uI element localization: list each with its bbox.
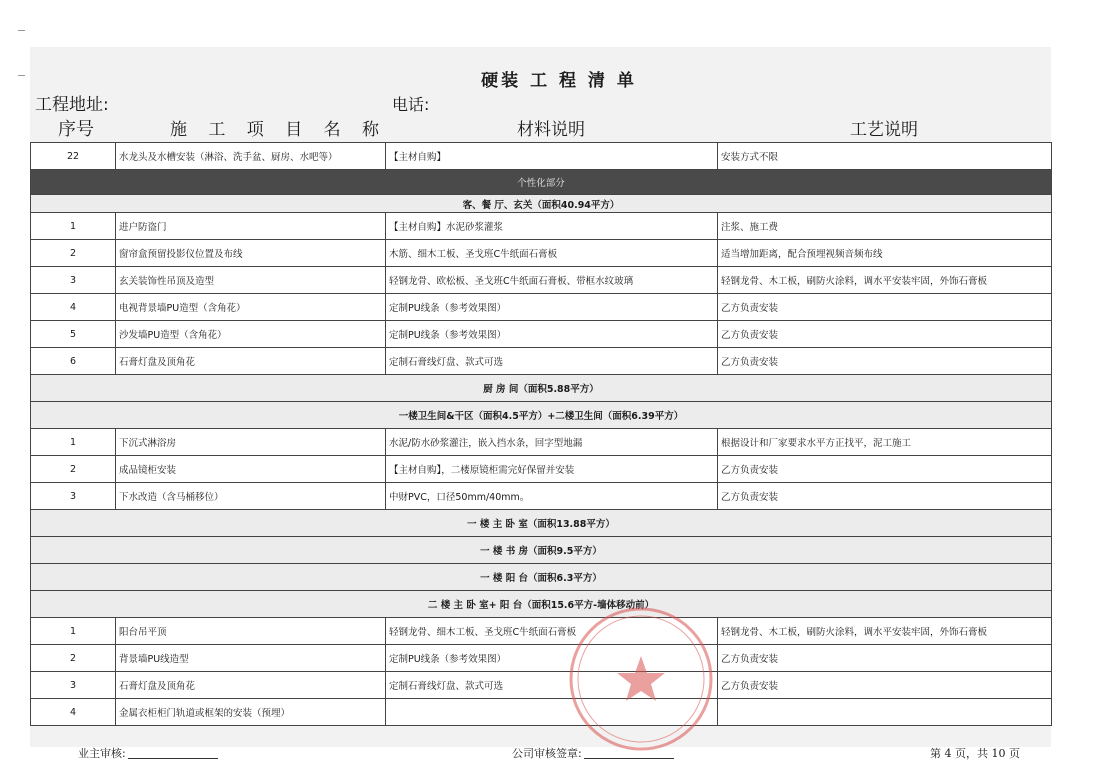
- column-header-material: 材料说明: [517, 120, 585, 140]
- section-master-bedroom-2f: 二 楼 主 卧 室+ 阳 台（面积15.6平方-墙体移动前）: [31, 591, 1052, 618]
- row-process: 根据设计和厂家要求水平方正找平，泥工施工: [718, 429, 1052, 456]
- personal-section-label: 个性化部分: [31, 170, 1052, 195]
- document-title: 硬装 工 程 清 单: [481, 71, 637, 91]
- row-seq: 2: [31, 240, 116, 267]
- row-name: 背景墙PU线造型: [116, 645, 386, 672]
- row-material: 定制PU线条（参考效果图）: [386, 294, 718, 321]
- row-process: 乙方负责安装: [718, 672, 1052, 699]
- row-process: 轻钢龙骨、木工板，刷防火涂料，调水平安装牢固，外饰石膏板: [718, 267, 1052, 294]
- row-name: 电视背景墙PU造型（含角花）: [116, 294, 386, 321]
- table-row: [31, 456, 1052, 483]
- row-process: 适当增加距离，配合预埋视频音频布线: [718, 240, 1052, 267]
- row-name: 石膏灯盘及顶角花: [116, 672, 386, 699]
- section-header: [31, 402, 1052, 429]
- page-number: 第 4 页，共 10 页: [930, 747, 1020, 760]
- row-name: 沙发墙PU造型（含角花）: [116, 321, 386, 348]
- row-material: 中财PVC，口径50mm/40mm。: [386, 483, 718, 510]
- row-material: 定制石膏线灯盘、款式可选: [386, 348, 718, 375]
- section-living: 客、餐 厅、玄关（面积40.94平方）: [31, 195, 1052, 213]
- section-header: [31, 564, 1052, 591]
- row-seq: 1: [31, 429, 116, 456]
- table-row: [31, 348, 1052, 375]
- row-name: 石膏灯盘及顶角花: [116, 348, 386, 375]
- company-signature-line: [584, 758, 674, 759]
- section-header: [31, 195, 1052, 213]
- row-seq: 3: [31, 267, 116, 294]
- row-material: 【主材自购】水泥砂浆灌浆: [386, 213, 718, 240]
- section-balcony-1f: 一 楼 阳 台（面积6.3平方）: [31, 564, 1052, 591]
- row-material: 水泥/防水砂浆灌注，嵌入挡水条，回字型地漏: [386, 429, 718, 456]
- row-process: 乙方负责安装: [718, 294, 1052, 321]
- row-process: 乙方负责安装: [718, 456, 1052, 483]
- section-header: [31, 591, 1052, 618]
- row-material: 木筋、细木工板、圣戈班C牛纸面石膏板: [386, 240, 718, 267]
- owner-review: [78, 745, 218, 761]
- row-seq: 4: [31, 294, 116, 321]
- row-name: 下沉式淋浴房: [116, 429, 386, 456]
- row-seq: 3: [31, 672, 116, 699]
- row-process: 乙方负责安装: [718, 483, 1052, 510]
- row-material: 定制石膏线灯盘、款式可选: [386, 672, 718, 699]
- row-material: 【主材自购】，二楼原镜柜需完好保留并安装: [386, 456, 718, 483]
- owner-signature-line: [128, 758, 218, 759]
- row-name: 金属衣柜柜门轨道或框架的安装（预埋）: [116, 699, 386, 726]
- row-material: 轻钢龙骨、欧松板、圣戈班C牛纸面石膏板、带框水纹玻璃: [386, 267, 718, 294]
- personal-section-bar: [31, 170, 1052, 195]
- column-header-name: 施 工 项 目 名 称: [170, 120, 388, 140]
- company-review: [512, 745, 674, 761]
- row-material: 定制PU线条（参考效果图）: [386, 645, 718, 672]
- row-process: 乙方负责安装: [718, 645, 1052, 672]
- section-bathroom: 一楼卫生间&干区（面积4.5平方）+二楼卫生间（面积6.39平方）: [31, 402, 1052, 429]
- row-seq: 2: [31, 645, 116, 672]
- table-row: [31, 429, 1052, 456]
- section-kitchen: 厨 房 间（面积5.88平方）: [31, 375, 1052, 402]
- row-seq: 1: [31, 213, 116, 240]
- row-process: 注浆、施工费: [718, 213, 1052, 240]
- table-row: [31, 699, 1052, 726]
- owner-review-label: 业主审核:: [78, 747, 126, 760]
- table-row: [31, 618, 1052, 645]
- row-process: 乙方负责安装: [718, 321, 1052, 348]
- table-row: [31, 240, 1052, 267]
- row-process: [718, 699, 1052, 726]
- row-seq: 5: [31, 321, 116, 348]
- table-row: [31, 294, 1052, 321]
- table-row: [31, 645, 1052, 672]
- row-name: 下水改造（含马桶移位）: [116, 483, 386, 510]
- section-study-1f: 一 楼 书 房（面积9.5平方）: [31, 537, 1052, 564]
- row-process: 轻钢龙骨、木工板，刷防火涂料，调水平安装牢固，外饰石膏板: [718, 618, 1052, 645]
- section-header: [31, 510, 1052, 537]
- row-process: 安装方式不限: [718, 143, 1052, 170]
- section-master-bedroom-1f: 一 楼 主 卧 室（面积13.88平方）: [31, 510, 1052, 537]
- scan-mark: [18, 30, 25, 31]
- row-material: 定制PU线条（参考效果图）: [386, 321, 718, 348]
- row-seq: 22: [31, 143, 116, 170]
- table-row: [31, 321, 1052, 348]
- column-header-seq: 序号: [58, 119, 94, 140]
- row-material: 轻钢龙骨、细木工板、圣戈班C牛纸面石膏板: [386, 618, 718, 645]
- section-header: [31, 375, 1052, 402]
- phone-label: 电话:: [392, 95, 430, 114]
- table-row: [31, 213, 1052, 240]
- row-seq: 6: [31, 348, 116, 375]
- work-items-table: [30, 142, 1052, 726]
- address-label: 工程地址:: [35, 95, 109, 115]
- row-name: 玄关装饰性吊顶及造型: [116, 267, 386, 294]
- row-name: 成品镜柜安装: [116, 456, 386, 483]
- row-name: 阳台吊平顶: [116, 618, 386, 645]
- company-review-label: 公司审核签章:: [512, 747, 582, 760]
- row-name: 进户防盗门: [116, 213, 386, 240]
- row-seq: 1: [31, 618, 116, 645]
- row-name: 窗帘盒预留投影仪位置及布线: [116, 240, 386, 267]
- row-name: 水龙头及水槽安装（淋浴、洗手盆、厨房、水吧等）: [116, 143, 386, 170]
- row-material: 【主材自购】: [386, 143, 718, 170]
- section-header: [31, 537, 1052, 564]
- table-row: [31, 483, 1052, 510]
- table-row: [31, 267, 1052, 294]
- row-material: [386, 699, 718, 726]
- table-row: [31, 143, 1052, 170]
- row-seq: 4: [31, 699, 116, 726]
- row-seq: 3: [31, 483, 116, 510]
- row-process: 乙方负责安装: [718, 348, 1052, 375]
- table-row: [31, 672, 1052, 699]
- column-header-process: 工艺说明: [850, 120, 918, 140]
- row-seq: 2: [31, 456, 116, 483]
